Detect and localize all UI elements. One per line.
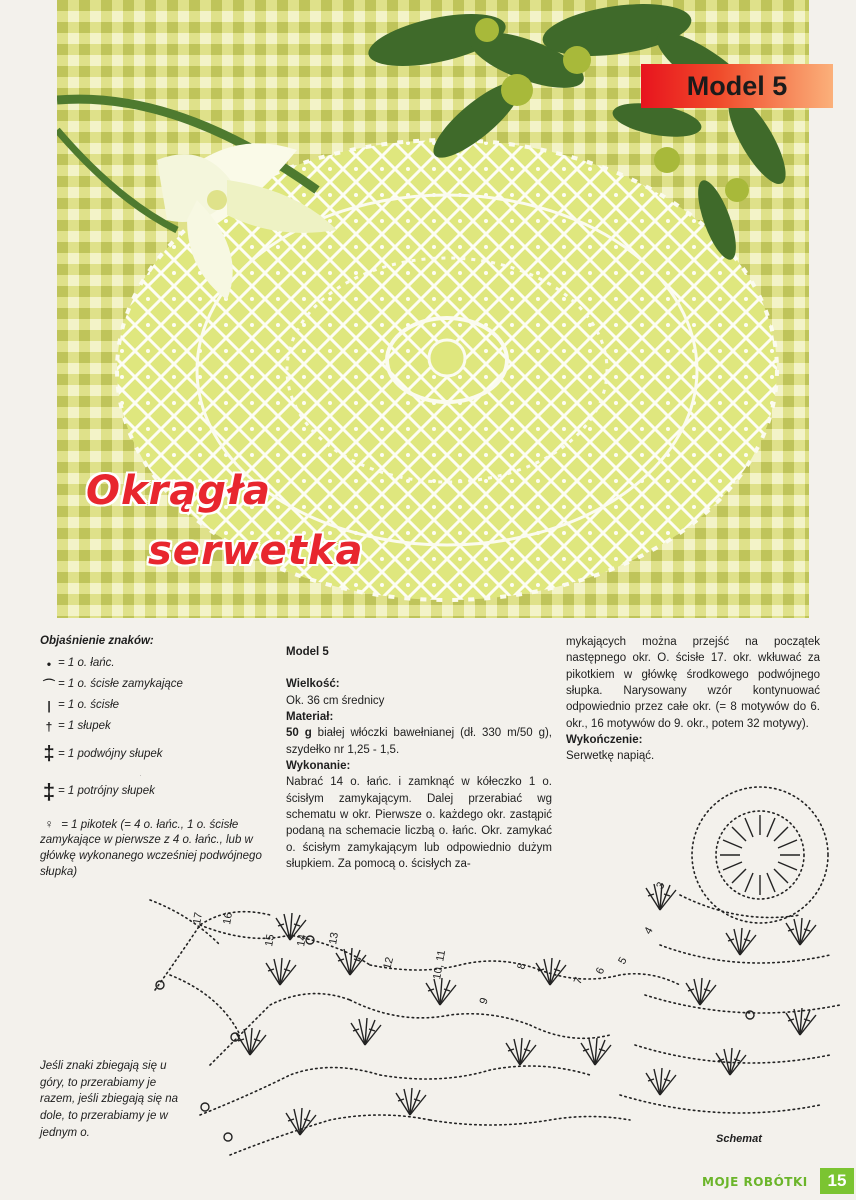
round-label: 17 (191, 911, 206, 926)
round-label: 13 (327, 931, 342, 946)
legend-item (40, 741, 272, 768)
legend-heading: Objaśnienie znaków: (40, 635, 154, 647)
round-label: 8 (515, 961, 529, 971)
double-crochet-icon: † (45, 720, 53, 735)
instructions-column-2 (566, 634, 820, 765)
legend-item (40, 698, 272, 714)
legend-item (40, 656, 272, 672)
page-number: 15 (820, 1168, 854, 1194)
round-label: 5 (616, 955, 630, 967)
material-heading: Materiał: (286, 710, 334, 723)
legend-text: = 1 o. łańc. (58, 656, 115, 669)
work-heading: Wykonanie: (286, 759, 351, 772)
size-text: Ok. 36 cm średnicy (286, 694, 385, 707)
single-crochet-icon: | (47, 698, 51, 713)
crochet-chart (140, 775, 840, 1165)
round-label: 6 (593, 965, 608, 977)
material-desc: białej włóczki bawełnianej (dł. 330 m/50 g), szydełko nr 1,25 - 1,5. (286, 727, 553, 756)
work-text-continued: mykających można przejść na początek następnego okr. O. ścisłe 17. okr. wkłuwać za pikotkiem w główkę środkowego podwójnego słupka. Narysowany wzór kontynuować odpowiednio przez całe okr. (= 8 motywów do 6. okr., 16 motywów do 9. okr., potem 32 motywy). (566, 636, 820, 730)
legend-text: = 1 słupek (58, 720, 111, 733)
round-label: 9 (477, 996, 491, 1007)
legend-text: = 1 pikotek (= 4 o. łańc., 1 o. ścisłe zamykające w pierwsze z 4 o. łańc., lub w główkę wykonanego wcześniej podwójnego słupka) (40, 818, 262, 878)
title-line-2: serwetka (148, 528, 364, 574)
legend-item (40, 677, 272, 693)
round-label: 4 (642, 925, 656, 937)
slip-stitch-icon: ⌒ (42, 677, 55, 692)
legend-item (40, 719, 272, 735)
round-label: 7 (571, 975, 586, 987)
model-badge: Model 5 (641, 64, 833, 108)
picot-icon: ♀ (44, 816, 54, 831)
chain-stitch-icon: • (46, 656, 52, 671)
legend-text: = 1 podwójny słupek (58, 748, 163, 760)
diagram-note: Jeśli znaki zbiegają się u góry, to przerabiamy je razem, jeśli zbiegają się na dole, to przerabiamy je w jednym o. (40, 1060, 179, 1139)
round-label: 10, 11 (431, 949, 449, 981)
material-amount: 50 g (286, 727, 312, 740)
finish-text: Serwetkę napiąć. (566, 750, 655, 763)
model-heading: Model 5 (286, 646, 329, 658)
round-label: 16 (221, 911, 236, 926)
diagram-caption: Schemat (716, 1133, 762, 1145)
round-label: 14 (295, 933, 310, 948)
magazine-name: MOJE ROBÓTKI (702, 1175, 808, 1189)
round-label: 3 (654, 880, 668, 892)
finish-heading: Wykończenie: (566, 733, 643, 746)
size-heading: Wielkość: (286, 678, 340, 691)
legend-text: = 1 o. ścisłe (58, 699, 120, 712)
material-text (286, 725, 552, 758)
round-label: 12 (381, 955, 397, 971)
treble-crochet-icon: ‡ (43, 743, 55, 766)
work-text: Nabrać 14 o. łańc. i zamknąć w kółeczko 1 o. ścisłym zamykającym. Dalej przerabiać wg schematu w okr. Pierwsze o. każdego okr. zastąpić podaną na schemacie liczbą o. łańc. Okr. zamykać o. ścisłym zamykającym lub odpowiednio dużym słupkiem. Za pomocą o. ścisłych za- (286, 776, 552, 870)
legend-text: = 1 o. ścisłe zamykające (58, 678, 183, 691)
round-label: 15 (263, 933, 278, 948)
legend-text: = 1 potrójny słupek (58, 785, 155, 798)
title-line-1: Okrągła (86, 468, 271, 514)
double-treble-icon: ‡ (42, 779, 56, 805)
